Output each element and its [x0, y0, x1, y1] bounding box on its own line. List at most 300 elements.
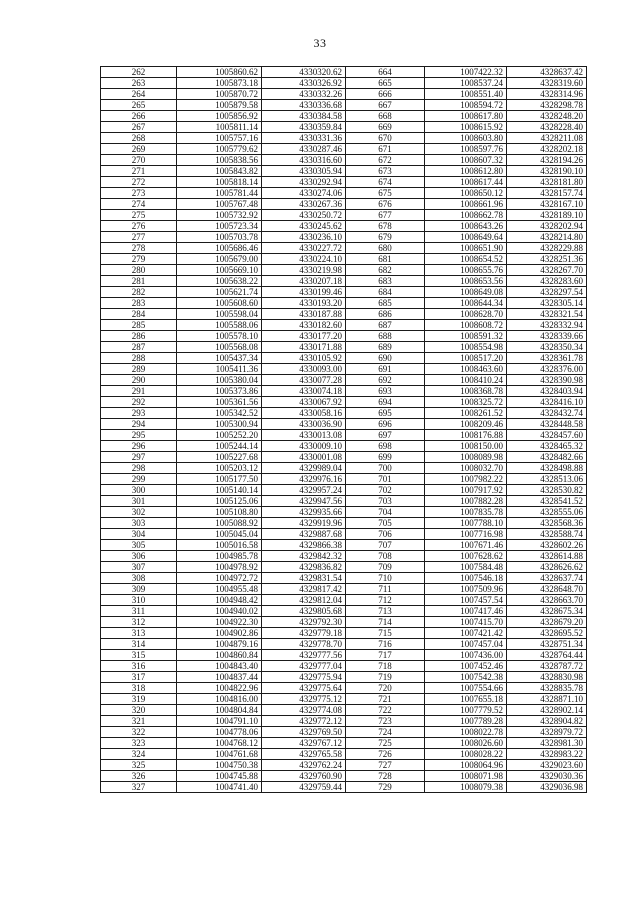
point-number-left-cell: 310	[101, 595, 177, 606]
y-coordinate-left-cell: 4329957.24	[262, 485, 346, 496]
point-number-left-cell: 298	[101, 463, 177, 474]
point-number-right-cell: 693	[346, 386, 425, 397]
x-coordinate-right-cell: 1008591.32	[425, 331, 507, 342]
point-number-left-cell: 324	[101, 749, 177, 760]
x-coordinate-left-cell: 1005732.92	[177, 210, 262, 221]
y-coordinate-left-cell: 4330001.08	[262, 452, 346, 463]
y-coordinate-right-cell: 4328416.10	[507, 397, 587, 408]
table-row	[101, 474, 587, 485]
y-coordinate-left-cell: 4330384.58	[262, 111, 346, 122]
x-coordinate-right-cell: 1008368.78	[425, 386, 507, 397]
point-number-right-cell: 729	[346, 782, 425, 793]
x-coordinate-left-cell: 1005818.14	[177, 177, 262, 188]
y-coordinate-right-cell: 4328448.58	[507, 419, 587, 430]
x-coordinate-right-cell: 1007882.28	[425, 496, 507, 507]
y-coordinate-left-cell: 4330187.88	[262, 309, 346, 320]
y-coordinate-left-cell: 4330287.46	[262, 144, 346, 155]
x-coordinate-right-cell: 1007422.32	[425, 67, 507, 78]
x-coordinate-right-cell: 1008594.72	[425, 100, 507, 111]
y-coordinate-right-cell: 4328214.80	[507, 232, 587, 243]
x-coordinate-right-cell: 1007835.78	[425, 507, 507, 518]
point-number-left-cell: 290	[101, 375, 177, 386]
y-coordinate-right-cell: 4328202.18	[507, 144, 587, 155]
y-coordinate-right-cell: 4328297.54	[507, 287, 587, 298]
point-number-right-cell: 728	[346, 771, 425, 782]
y-coordinate-right-cell: 4328979.72	[507, 727, 587, 738]
point-number-right-cell: 678	[346, 221, 425, 232]
y-coordinate-left-cell: 4330236.10	[262, 232, 346, 243]
x-coordinate-right-cell: 1008554.98	[425, 342, 507, 353]
point-number-left-cell: 306	[101, 551, 177, 562]
point-number-left-cell: 319	[101, 694, 177, 705]
x-coordinate-left-cell: 1005811.14	[177, 122, 262, 133]
x-coordinate-left-cell: 1004879.16	[177, 639, 262, 650]
point-number-right-cell: 686	[346, 309, 425, 320]
x-coordinate-left-cell: 1005723.34	[177, 221, 262, 232]
table-row	[101, 650, 587, 661]
table-row	[101, 727, 587, 738]
x-coordinate-left-cell: 1005856.92	[177, 111, 262, 122]
x-coordinate-right-cell: 1008650.12	[425, 188, 507, 199]
point-number-right-cell: 694	[346, 397, 425, 408]
y-coordinate-left-cell: 4330336.68	[262, 100, 346, 111]
table-row	[101, 122, 587, 133]
y-coordinate-left-cell: 4329778.70	[262, 639, 346, 650]
y-coordinate-right-cell: 4328568.36	[507, 518, 587, 529]
table-row	[101, 573, 587, 584]
point-number-left-cell: 323	[101, 738, 177, 749]
point-number-right-cell: 704	[346, 507, 425, 518]
point-number-left-cell: 317	[101, 672, 177, 683]
y-coordinate-right-cell: 4328432.74	[507, 408, 587, 419]
point-number-right-cell: 726	[346, 749, 425, 760]
x-coordinate-left-cell: 1005860.62	[177, 67, 262, 78]
point-number-left-cell: 283	[101, 298, 177, 309]
point-number-right-cell: 696	[346, 419, 425, 430]
x-coordinate-right-cell: 1008261.52	[425, 408, 507, 419]
table-row	[101, 144, 587, 155]
point-number-left-cell: 266	[101, 111, 177, 122]
y-coordinate-right-cell: 4328983.22	[507, 749, 587, 760]
point-number-left-cell: 302	[101, 507, 177, 518]
y-coordinate-right-cell: 4328319.60	[507, 78, 587, 89]
y-coordinate-right-cell: 4328350.34	[507, 342, 587, 353]
table-row	[101, 386, 587, 397]
point-number-left-cell: 314	[101, 639, 177, 650]
x-coordinate-left-cell: 1005108.80	[177, 507, 262, 518]
x-coordinate-right-cell: 1008089.98	[425, 452, 507, 463]
point-number-left-cell: 296	[101, 441, 177, 452]
x-coordinate-right-cell: 1008615.92	[425, 122, 507, 133]
point-number-right-cell: 713	[346, 606, 425, 617]
y-coordinate-left-cell: 4330292.94	[262, 177, 346, 188]
x-coordinate-right-cell: 1008617.80	[425, 111, 507, 122]
table-row	[101, 320, 587, 331]
point-number-right-cell: 711	[346, 584, 425, 595]
point-number-right-cell: 697	[346, 430, 425, 441]
point-number-left-cell: 275	[101, 210, 177, 221]
point-number-left-cell: 325	[101, 760, 177, 771]
y-coordinate-right-cell: 4328332.94	[507, 320, 587, 331]
table-row	[101, 606, 587, 617]
x-coordinate-left-cell: 1004791.10	[177, 716, 262, 727]
point-number-left-cell: 308	[101, 573, 177, 584]
point-number-right-cell: 718	[346, 661, 425, 672]
x-coordinate-right-cell: 1007542.38	[425, 672, 507, 683]
x-coordinate-left-cell: 1005703.78	[177, 232, 262, 243]
x-coordinate-left-cell: 1004778.06	[177, 727, 262, 738]
point-number-left-cell: 301	[101, 496, 177, 507]
y-coordinate-left-cell: 4329935.66	[262, 507, 346, 518]
x-coordinate-left-cell: 1005361.56	[177, 397, 262, 408]
x-coordinate-left-cell: 1005140.14	[177, 485, 262, 496]
x-coordinate-left-cell: 1004837.44	[177, 672, 262, 683]
y-coordinate-right-cell: 4328361.78	[507, 353, 587, 364]
point-number-left-cell: 285	[101, 320, 177, 331]
point-number-right-cell: 680	[346, 243, 425, 254]
x-coordinate-right-cell: 1008643.26	[425, 221, 507, 232]
point-number-right-cell: 695	[346, 408, 425, 419]
x-coordinate-left-cell: 1005227.68	[177, 452, 262, 463]
y-coordinate-left-cell: 4329989.04	[262, 463, 346, 474]
y-coordinate-left-cell: 4330245.62	[262, 221, 346, 232]
point-number-right-cell: 688	[346, 331, 425, 342]
y-coordinate-right-cell: 4328314.96	[507, 89, 587, 100]
x-coordinate-left-cell: 1004940.02	[177, 606, 262, 617]
point-number-left-cell: 274	[101, 199, 177, 210]
y-coordinate-left-cell: 4330009.10	[262, 441, 346, 452]
point-number-right-cell: 701	[346, 474, 425, 485]
table-row	[101, 397, 587, 408]
y-coordinate-left-cell: 4330274.06	[262, 188, 346, 199]
y-coordinate-right-cell: 4328181.80	[507, 177, 587, 188]
y-coordinate-left-cell: 4329831.54	[262, 573, 346, 584]
x-coordinate-left-cell: 1004804.84	[177, 705, 262, 716]
x-coordinate-left-cell: 1005342.52	[177, 408, 262, 419]
y-coordinate-right-cell: 4328457.60	[507, 430, 587, 441]
table-row	[101, 408, 587, 419]
point-number-right-cell: 723	[346, 716, 425, 727]
x-coordinate-right-cell: 1008607.32	[425, 155, 507, 166]
x-coordinate-left-cell: 1004761.68	[177, 749, 262, 760]
table-row	[101, 419, 587, 430]
table-row	[101, 452, 587, 463]
point-number-left-cell: 291	[101, 386, 177, 397]
table-row	[101, 166, 587, 177]
x-coordinate-left-cell: 1005873.18	[177, 78, 262, 89]
x-coordinate-left-cell: 1005437.34	[177, 353, 262, 364]
x-coordinate-left-cell: 1005244.14	[177, 441, 262, 452]
point-number-left-cell: 269	[101, 144, 177, 155]
x-coordinate-right-cell: 1008022.78	[425, 727, 507, 738]
x-coordinate-right-cell: 1007788.10	[425, 518, 507, 529]
y-coordinate-left-cell: 4330182.60	[262, 320, 346, 331]
y-coordinate-right-cell: 4328251.36	[507, 254, 587, 265]
table-row	[101, 254, 587, 265]
x-coordinate-left-cell: 1005578.10	[177, 331, 262, 342]
y-coordinate-left-cell: 4329866.38	[262, 540, 346, 551]
point-number-left-cell: 322	[101, 727, 177, 738]
table-row	[101, 496, 587, 507]
x-coordinate-left-cell: 1004922.30	[177, 617, 262, 628]
x-coordinate-right-cell: 1008176.88	[425, 430, 507, 441]
point-number-right-cell: 673	[346, 166, 425, 177]
y-coordinate-right-cell: 4328189.10	[507, 210, 587, 221]
point-number-left-cell: 278	[101, 243, 177, 254]
point-number-right-cell: 700	[346, 463, 425, 474]
x-coordinate-right-cell: 1008209.46	[425, 419, 507, 430]
point-number-right-cell: 690	[346, 353, 425, 364]
x-coordinate-left-cell: 1005608.60	[177, 298, 262, 309]
table-row	[101, 628, 587, 639]
y-coordinate-right-cell: 4328902.14	[507, 705, 587, 716]
y-coordinate-right-cell: 4328835.78	[507, 683, 587, 694]
y-coordinate-left-cell: 4330359.84	[262, 122, 346, 133]
point-number-left-cell: 292	[101, 397, 177, 408]
point-number-right-cell: 679	[346, 232, 425, 243]
point-number-left-cell: 311	[101, 606, 177, 617]
table-row	[101, 518, 587, 529]
x-coordinate-right-cell: 1008661.96	[425, 199, 507, 210]
x-coordinate-left-cell: 1005203.12	[177, 463, 262, 474]
point-number-left-cell: 315	[101, 650, 177, 661]
y-coordinate-left-cell: 4329817.42	[262, 584, 346, 595]
y-coordinate-left-cell: 4329919.96	[262, 518, 346, 529]
y-coordinate-left-cell: 4329836.82	[262, 562, 346, 573]
x-coordinate-right-cell: 1008071.98	[425, 771, 507, 782]
table-row	[101, 562, 587, 573]
x-coordinate-left-cell: 1005300.94	[177, 419, 262, 430]
y-coordinate-right-cell: 4329036.98	[507, 782, 587, 793]
table-row	[101, 672, 587, 683]
x-coordinate-left-cell: 1005838.56	[177, 155, 262, 166]
y-coordinate-right-cell: 4328376.00	[507, 364, 587, 375]
y-coordinate-right-cell: 4328403.94	[507, 386, 587, 397]
table-row	[101, 705, 587, 716]
point-number-left-cell: 300	[101, 485, 177, 496]
x-coordinate-right-cell: 1007457.54	[425, 595, 507, 606]
x-coordinate-left-cell: 1004750.38	[177, 760, 262, 771]
y-coordinate-right-cell: 4328588.74	[507, 529, 587, 540]
point-number-right-cell: 703	[346, 496, 425, 507]
y-coordinate-left-cell: 4329772.12	[262, 716, 346, 727]
point-number-right-cell: 687	[346, 320, 425, 331]
y-coordinate-right-cell: 4328321.54	[507, 309, 587, 320]
x-coordinate-right-cell: 1007452.46	[425, 661, 507, 672]
point-number-left-cell: 307	[101, 562, 177, 573]
table-row	[101, 683, 587, 694]
point-number-right-cell: 675	[346, 188, 425, 199]
y-coordinate-right-cell: 4328283.60	[507, 276, 587, 287]
x-coordinate-left-cell: 1004741.40	[177, 782, 262, 793]
y-coordinate-right-cell: 4328202.94	[507, 221, 587, 232]
y-coordinate-left-cell: 4329842.32	[262, 551, 346, 562]
point-number-left-cell: 265	[101, 100, 177, 111]
table-row	[101, 694, 587, 705]
x-coordinate-left-cell: 1004745.88	[177, 771, 262, 782]
x-coordinate-left-cell: 1004843.40	[177, 661, 262, 672]
x-coordinate-left-cell: 1005088.92	[177, 518, 262, 529]
point-number-right-cell: 720	[346, 683, 425, 694]
x-coordinate-left-cell: 1005252.20	[177, 430, 262, 441]
point-number-left-cell: 288	[101, 353, 177, 364]
point-number-right-cell: 717	[346, 650, 425, 661]
point-number-left-cell: 264	[101, 89, 177, 100]
point-number-left-cell: 270	[101, 155, 177, 166]
x-coordinate-right-cell: 1008325.72	[425, 397, 507, 408]
table-row	[101, 276, 587, 287]
table-row	[101, 155, 587, 166]
x-coordinate-right-cell: 1008026.60	[425, 738, 507, 749]
y-coordinate-left-cell: 4330320.62	[262, 67, 346, 78]
y-coordinate-left-cell: 4329774.08	[262, 705, 346, 716]
x-coordinate-right-cell: 1007716.98	[425, 529, 507, 540]
x-coordinate-right-cell: 1007584.48	[425, 562, 507, 573]
x-coordinate-right-cell: 1008655.76	[425, 265, 507, 276]
table-row	[101, 771, 587, 782]
x-coordinate-right-cell: 1007509.96	[425, 584, 507, 595]
table-row	[101, 639, 587, 650]
point-number-left-cell: 299	[101, 474, 177, 485]
point-number-left-cell: 297	[101, 452, 177, 463]
x-coordinate-left-cell: 1005016.58	[177, 540, 262, 551]
y-coordinate-right-cell: 4328626.62	[507, 562, 587, 573]
y-coordinate-left-cell: 4330316.60	[262, 155, 346, 166]
point-number-left-cell: 271	[101, 166, 177, 177]
x-coordinate-right-cell: 1007436.00	[425, 650, 507, 661]
point-number-right-cell: 685	[346, 298, 425, 309]
point-number-right-cell: 708	[346, 551, 425, 562]
point-number-left-cell: 267	[101, 122, 177, 133]
point-number-left-cell: 303	[101, 518, 177, 529]
x-coordinate-right-cell: 1007554.66	[425, 683, 507, 694]
x-coordinate-left-cell: 1005621.74	[177, 287, 262, 298]
table-row	[101, 364, 587, 375]
x-coordinate-left-cell: 1005588.06	[177, 320, 262, 331]
table-row	[101, 177, 587, 188]
y-coordinate-left-cell: 4329759.44	[262, 782, 346, 793]
x-coordinate-right-cell: 1007628.62	[425, 551, 507, 562]
point-number-right-cell: 670	[346, 133, 425, 144]
y-coordinate-right-cell: 4328498.88	[507, 463, 587, 474]
y-coordinate-right-cell: 4328648.70	[507, 584, 587, 595]
y-coordinate-right-cell: 4328211.08	[507, 133, 587, 144]
point-number-right-cell: 722	[346, 705, 425, 716]
y-coordinate-left-cell: 4329792.30	[262, 617, 346, 628]
y-coordinate-right-cell: 4328555.06	[507, 507, 587, 518]
x-coordinate-right-cell: 1008028.22	[425, 749, 507, 760]
table-row	[101, 232, 587, 243]
point-number-left-cell: 312	[101, 617, 177, 628]
point-number-left-cell: 327	[101, 782, 177, 793]
y-coordinate-left-cell: 4330207.18	[262, 276, 346, 287]
table-row	[101, 584, 587, 595]
x-coordinate-left-cell: 1005757.16	[177, 133, 262, 144]
x-coordinate-right-cell: 1007671.46	[425, 540, 507, 551]
y-coordinate-left-cell: 4329812.04	[262, 595, 346, 606]
point-number-right-cell: 707	[346, 540, 425, 551]
point-number-left-cell: 326	[101, 771, 177, 782]
y-coordinate-left-cell: 4330332.26	[262, 89, 346, 100]
point-number-right-cell: 727	[346, 760, 425, 771]
point-number-right-cell: 715	[346, 628, 425, 639]
x-coordinate-right-cell: 1008608.72	[425, 320, 507, 331]
x-coordinate-right-cell: 1008603.80	[425, 133, 507, 144]
table-row	[101, 375, 587, 386]
y-coordinate-left-cell: 4330058.16	[262, 408, 346, 419]
table-row	[101, 188, 587, 199]
point-number-left-cell: 287	[101, 342, 177, 353]
y-coordinate-right-cell: 4329023.60	[507, 760, 587, 771]
x-coordinate-left-cell: 1005870.72	[177, 89, 262, 100]
y-coordinate-right-cell: 4328339.66	[507, 331, 587, 342]
point-number-left-cell: 279	[101, 254, 177, 265]
point-number-right-cell: 721	[346, 694, 425, 705]
point-number-right-cell: 719	[346, 672, 425, 683]
point-number-left-cell: 316	[101, 661, 177, 672]
table-row	[101, 749, 587, 760]
x-coordinate-right-cell: 1008597.76	[425, 144, 507, 155]
point-number-left-cell: 318	[101, 683, 177, 694]
y-coordinate-left-cell: 4330093.00	[262, 364, 346, 375]
point-number-right-cell: 692	[346, 375, 425, 386]
y-coordinate-right-cell: 4328637.74	[507, 573, 587, 584]
table-row	[101, 67, 587, 78]
y-coordinate-right-cell: 4328157.74	[507, 188, 587, 199]
x-coordinate-left-cell: 1005125.06	[177, 496, 262, 507]
point-number-right-cell: 676	[346, 199, 425, 210]
y-coordinate-left-cell: 4330077.28	[262, 375, 346, 386]
x-coordinate-right-cell: 1008079.38	[425, 782, 507, 793]
y-coordinate-left-cell: 4330224.10	[262, 254, 346, 265]
y-coordinate-left-cell: 4330177.20	[262, 331, 346, 342]
x-coordinate-right-cell: 1007917.92	[425, 485, 507, 496]
y-coordinate-left-cell: 4329887.68	[262, 529, 346, 540]
y-coordinate-right-cell: 4328981.30	[507, 738, 587, 749]
y-coordinate-right-cell: 4328904.82	[507, 716, 587, 727]
x-coordinate-right-cell: 1008517.20	[425, 353, 507, 364]
point-number-right-cell: 716	[346, 639, 425, 650]
y-coordinate-right-cell: 4328602.26	[507, 540, 587, 551]
y-coordinate-left-cell: 4329775.64	[262, 683, 346, 694]
point-number-right-cell: 672	[346, 155, 425, 166]
point-number-left-cell: 262	[101, 67, 177, 78]
point-number-left-cell: 280	[101, 265, 177, 276]
point-number-left-cell: 313	[101, 628, 177, 639]
x-coordinate-right-cell: 1008649.08	[425, 287, 507, 298]
table-row	[101, 507, 587, 518]
point-number-right-cell: 689	[346, 342, 425, 353]
x-coordinate-left-cell: 1005779.62	[177, 144, 262, 155]
table-row	[101, 463, 587, 474]
table-row	[101, 309, 587, 320]
x-coordinate-right-cell: 1007546.18	[425, 573, 507, 584]
x-coordinate-left-cell: 1005598.04	[177, 309, 262, 320]
table-row	[101, 243, 587, 254]
table-row	[101, 760, 587, 771]
point-number-left-cell: 286	[101, 331, 177, 342]
point-number-right-cell: 677	[346, 210, 425, 221]
y-coordinate-left-cell: 4329947.56	[262, 496, 346, 507]
y-coordinate-left-cell: 4330036.90	[262, 419, 346, 430]
table-row	[101, 100, 587, 111]
coordinates-table	[100, 66, 587, 793]
y-coordinate-left-cell: 4329779.18	[262, 628, 346, 639]
y-coordinate-left-cell: 4330013.08	[262, 430, 346, 441]
x-coordinate-left-cell: 1005638.22	[177, 276, 262, 287]
x-coordinate-right-cell: 1007982.22	[425, 474, 507, 485]
point-number-left-cell: 294	[101, 419, 177, 430]
